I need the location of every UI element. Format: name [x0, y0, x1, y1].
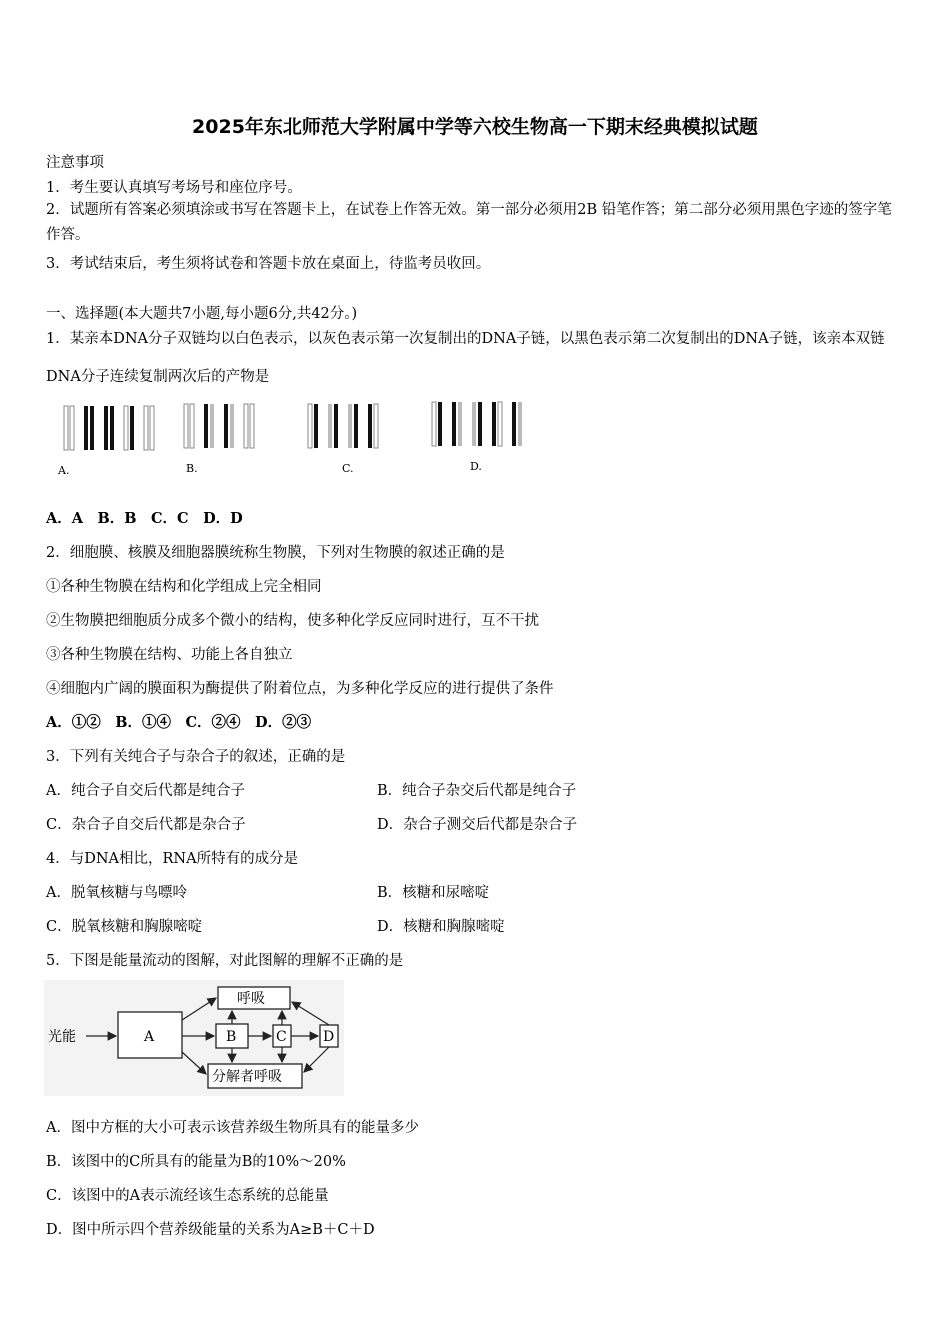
q2-statement-1: ①各种生物膜在结构和化学组成上完全相同: [46, 579, 322, 595]
q5-option-d: D．图中所示四个营养级能量的关系为A≥B＋C＋D: [46, 1222, 375, 1238]
q3-option-a: A．纯合子自交后代都是纯合子: [46, 783, 245, 799]
notice-item-2: 2．试题所有答案必须填涂或书写在答题卡上，在试卷上作答无效。第一部分必须用2B 铅笔作答；第二部分必须用黑色字迹的签字笔作答。: [46, 202, 892, 243]
section-heading: 一、选择题(本大题共7小题,每小题6分,共42分。): [46, 306, 358, 322]
option-a-figure: [57, 406, 154, 477]
q4-option-b: B．核糖和尿嘧啶: [377, 885, 490, 901]
q5-option-a: A．图中方框的大小可表示该营养级生物所具有的能量多少: [46, 1120, 419, 1136]
q2-statement-4: ④细胞内广阔的膜面积为酶提供了附着位点，为多种化学反应的进行提供了条件: [46, 681, 554, 697]
q4-option-c: C．脱氧核糖和胸腺嘧啶: [46, 919, 203, 935]
diagram-c: C: [276, 1029, 287, 1045]
q5-stem: 5．下图是能量流动的图解，对此图解的理解不正确的是: [46, 953, 404, 969]
option-c-figure: [308, 404, 378, 475]
energy-flow-diagram: [44, 980, 344, 1096]
q2-statement-3: ③各种生物膜在结构、功能上各自独立: [46, 647, 293, 663]
q3-option-b: B．纯合子杂交后代都是纯合子: [377, 783, 577, 799]
q4-option-d: D．核糖和胸腺嘧啶: [377, 919, 505, 935]
option-b-figure: [184, 404, 254, 475]
q3-option-d: D．杂合子测交后代都是杂合子: [377, 817, 578, 833]
page-title: 2025年东北师范大学附属中学等六校生物高一下期末经典模拟试题: [192, 116, 758, 138]
figure-label-d: D.: [470, 460, 482, 473]
diagram-light: 光能: [48, 1029, 76, 1045]
diagram-decomposer: 分解者呼吸: [212, 1069, 282, 1085]
notice-item-3: 3．考试结束后，考生须将试卷和答题卡放在桌面上，待监考员收回。: [46, 256, 491, 272]
q3-option-c: C．杂合子自交后代都是杂合子: [46, 817, 246, 833]
q5-option-c: C．该图中的A表示流经该生态系统的总能量: [46, 1188, 329, 1204]
q2-options: A．①② B．①④ C．②④ D．②③: [46, 714, 312, 731]
q1-options: A．A B．B C．C D．D: [46, 510, 243, 527]
q1-stem: 1．某亲本DNA分子双链均以白色表示，以灰色表示第一次复制出的DNA子链，以黑色表示第二次复制出的DNA子链，该亲本双链DNA分子连续复制两次后的产物是: [46, 331, 885, 385]
diagram-d: D: [323, 1029, 335, 1045]
q2-statement-2: ②生物膜把细胞质分成多个微小的结构，使多种化学反应同时进行，互不干扰: [46, 613, 539, 629]
diagram-a: A: [144, 1029, 155, 1045]
q4-stem: 4．与DNA相比，RNA所特有的成分是: [46, 851, 299, 867]
q2-stem: 2．细胞膜、核膜及细胞器膜统称生物膜，下列对生物膜的叙述正确的是: [46, 545, 505, 561]
diagram-b: B: [226, 1029, 237, 1045]
q4-option-a: A．脱氧核糖与鸟嘌呤: [46, 885, 187, 901]
notice-item-1: 1．考生要认真填写考场号和座位序号。: [46, 180, 302, 196]
figure-label-c: C.: [342, 462, 354, 475]
diagram-respiration: 呼吸: [237, 991, 265, 1007]
notice-heading: 注意事项: [46, 155, 104, 171]
q5-option-b: B．该图中的C所具有的能量为B的10%～20%: [46, 1154, 346, 1170]
figure-label-b: B.: [186, 462, 198, 475]
q3-stem: 3．下列有关纯合子与杂合子的叙述，正确的是: [46, 749, 346, 765]
dna-replication-figure: [56, 398, 536, 482]
figure-label-a: A.: [58, 464, 70, 477]
option-d-figure: [432, 402, 522, 473]
